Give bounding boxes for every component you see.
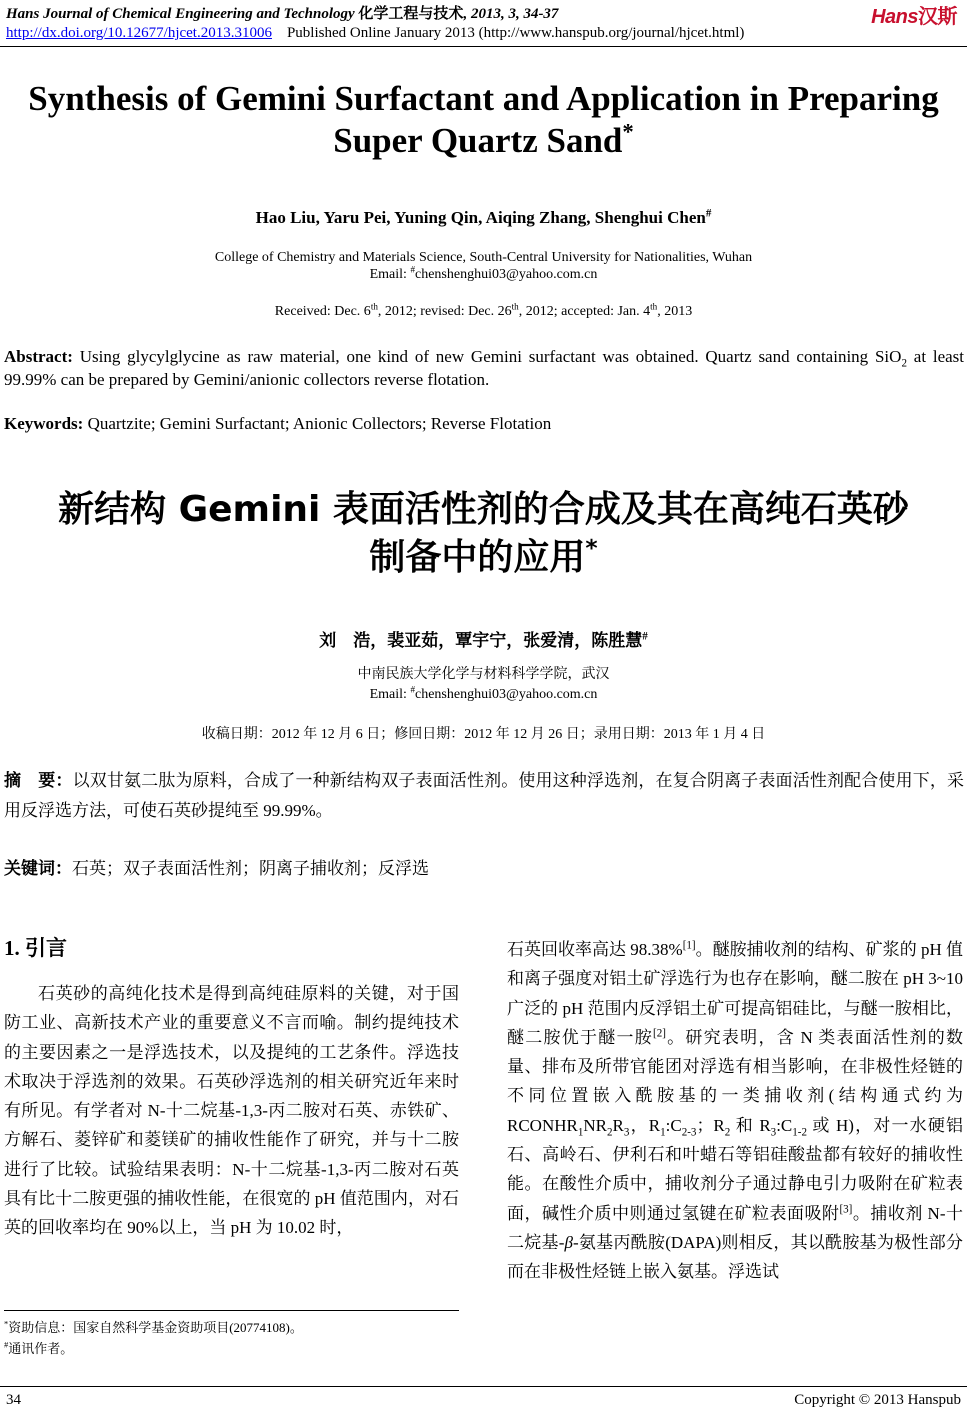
keywords-label: Keywords: <box>4 414 84 433</box>
authors-en: Hao Liu, Yaru Pei, Yuning Qin, Aiqing Zhang, Shenghui Chen# <box>255 207 712 227</box>
abstract-en: Abstract: Using glycylglycine as raw material, one kind of new Gemini surfactant was obtained. Quartz sand containing SiO$_2$ at least 99.99% can be prepared by Gemini/anionic collectors reverse flotation. <box>4 347 964 389</box>
header-rule <box>0 46 967 47</box>
citation-ref[interactable]: [2] <box>653 1027 666 1040</box>
footnote-funding: *资助信息：国家自然科学基金资助项目(20774108)。 <box>4 1318 303 1335</box>
affiliation-cn: 中南民族大学化学与材料科学学院，武汉 Email: #chenshenghui03@yahoo.com.cn <box>0 665 967 705</box>
citation-ref[interactable]: [3] <box>839 1203 853 1216</box>
page-number: 34 <box>6 1392 21 1408</box>
citation-ref[interactable]: [1] <box>682 939 696 952</box>
affiliation-en: College of Chemistry and Materials Science, South-Central University for Nationalities, Wuhan Email: #chenshenghui03@yahoo.com.cn <box>0 249 967 283</box>
footnote-corresponding: #通讯作者。 <box>4 1339 74 1356</box>
paper-title-cn: 新结构 Gemini 表面活性剂的合成及其在高纯石英砂 制备中的应用* <box>58 489 909 578</box>
volume-info: , 2013, 3, 34-37 <box>463 6 559 22</box>
publisher-logo: Hans汉斯 <box>871 6 957 28</box>
right-column <box>507 935 963 1287</box>
body-paragraph: 石英砂的高纯化技术是得到高纯硅原料的关键，对于国防工业、高新技术产业的重要意义不言而喻。制约提纯技术的主要因素之一是浮选技术，以及提纯的工艺条件。浮选技术取决于浮选剂的效果。石英砂浮选剂的相关研究近年来时有所见。有学者对 N-十二烷基-1,3-丙二胺对石英、赤铁矿、方解石、菱锌矿和菱镁矿的捕收性能作了研究，并与十二胺进行了比较。试验结果表明：N-十二烷基-1,3-丙二胺对石英具有比十二胺更强的捕收性能，在很宽的 pH 值范围内，对石英的回收率均在 90%以上，当 pH 为 10.02 时， <box>4 984 459 1238</box>
authors-cn: 刘 浩，裴亚茹，覃宇宁，张爱清，陈胜慧# <box>319 630 648 650</box>
body-paragraph: 石英回收率高达 98.38%[1]。醚胺捕收剂的结构、矿浆的 pH 值和离子强度对铝土矿浮选行为也存在影响，醚二胺在 pH 3~10 广泛的 pH 范围内反浮铝土矿可提高铝硅比，与醚一胺相比，醚二胺优于醚一胺[2]。研究表明，含 N 类表面活性剂的数量、排布及所带官能团对浮选有相当影响，在非极性烃链的不同位置嵌入酰胺基的一类捕收剂(结构通式约为 $RCONHR_1NR_2R_3$，$R_1:C_{2-3}$；$R_2$ 和 $R_3:C_{1-2}$ 或 H)，对一水硬铝石、高岭石、伊利石和叶蜡石等铝硅酸盐都有较好的捕收性能。在酸性介质中，捕收剂分子通过静电引力吸附在矿粒表面，碱性介质中则通过氢键在矿粒表面吸附[3]。捕收剂 N-十二烷基-β-氨基丙酰胺(DAPA)则相反，其以酰胺基为极性部分而在非极性烃链上嵌入氨基。浮选试 <box>507 939 964 1282</box>
journal-name: Hans Journal of Chemical Engineering and Technology <box>6 6 355 22</box>
abstract-label: Abstract: <box>4 347 73 366</box>
received-dates-cn: 收稿日期：2012 年 12 月 6 日；修回日期：2012 年 12 月 26 日；录用日期：2013 年 1 月 4 日 <box>201 727 766 742</box>
footnote-rule <box>4 1310 459 1311</box>
abstract-cn: 摘 要：以双甘氨二肽为原料，合成了一种新结构双子表面活性剂。使用这种浮选剂，在复合阴离子表面活性剂配合使用下，采用反浮选方法，可使石英砂提纯至 99.99%。 <box>4 771 965 820</box>
doi-link[interactable]: http://dx.doi.org/10.12677/hjcet.2013.31006 <box>6 25 272 41</box>
journal-header <box>6 2 558 23</box>
keywords-cn: 关键词：石英；双子表面活性剂；阴离子捕收剂；反浮选 <box>4 859 429 879</box>
received-dates-en: Received: Dec. 6th, 2012; revised: Dec. 26th, 2012; accepted: Jan. 4th, 2013 <box>274 301 693 319</box>
abstract-label-cn: 摘 要： <box>4 771 73 791</box>
email-en: Email: #chenshenghui03@yahoo.com.cn <box>369 264 598 282</box>
copyright-notice: Copyright © 2013 Hanspub <box>794 1392 961 1408</box>
section-heading: 1. 引言 <box>4 936 67 960</box>
journal-name-cn: 化学工程与技术 <box>358 6 464 22</box>
published-online: Published Online January 2013 (http://www.hanspub.org/journal/hjcet.html) <box>286 25 745 41</box>
keywords-label-cn: 关键词： <box>4 859 72 879</box>
keywords-en: Keywords: Quartzite; Gemini Surfactant; Anionic Collectors; Reverse Flotation <box>4 414 552 433</box>
footnotes <box>4 1317 459 1359</box>
left-column <box>4 979 459 1243</box>
email-cn: Email: #chenshenghui03@yahoo.com.cn <box>369 684 598 702</box>
doi-line <box>6 25 744 42</box>
footer-rule <box>0 1386 967 1387</box>
paper-title-en: Synthesis of Gemini Surfactant and Application in Preparing Super Quartz Sand* <box>28 79 939 160</box>
